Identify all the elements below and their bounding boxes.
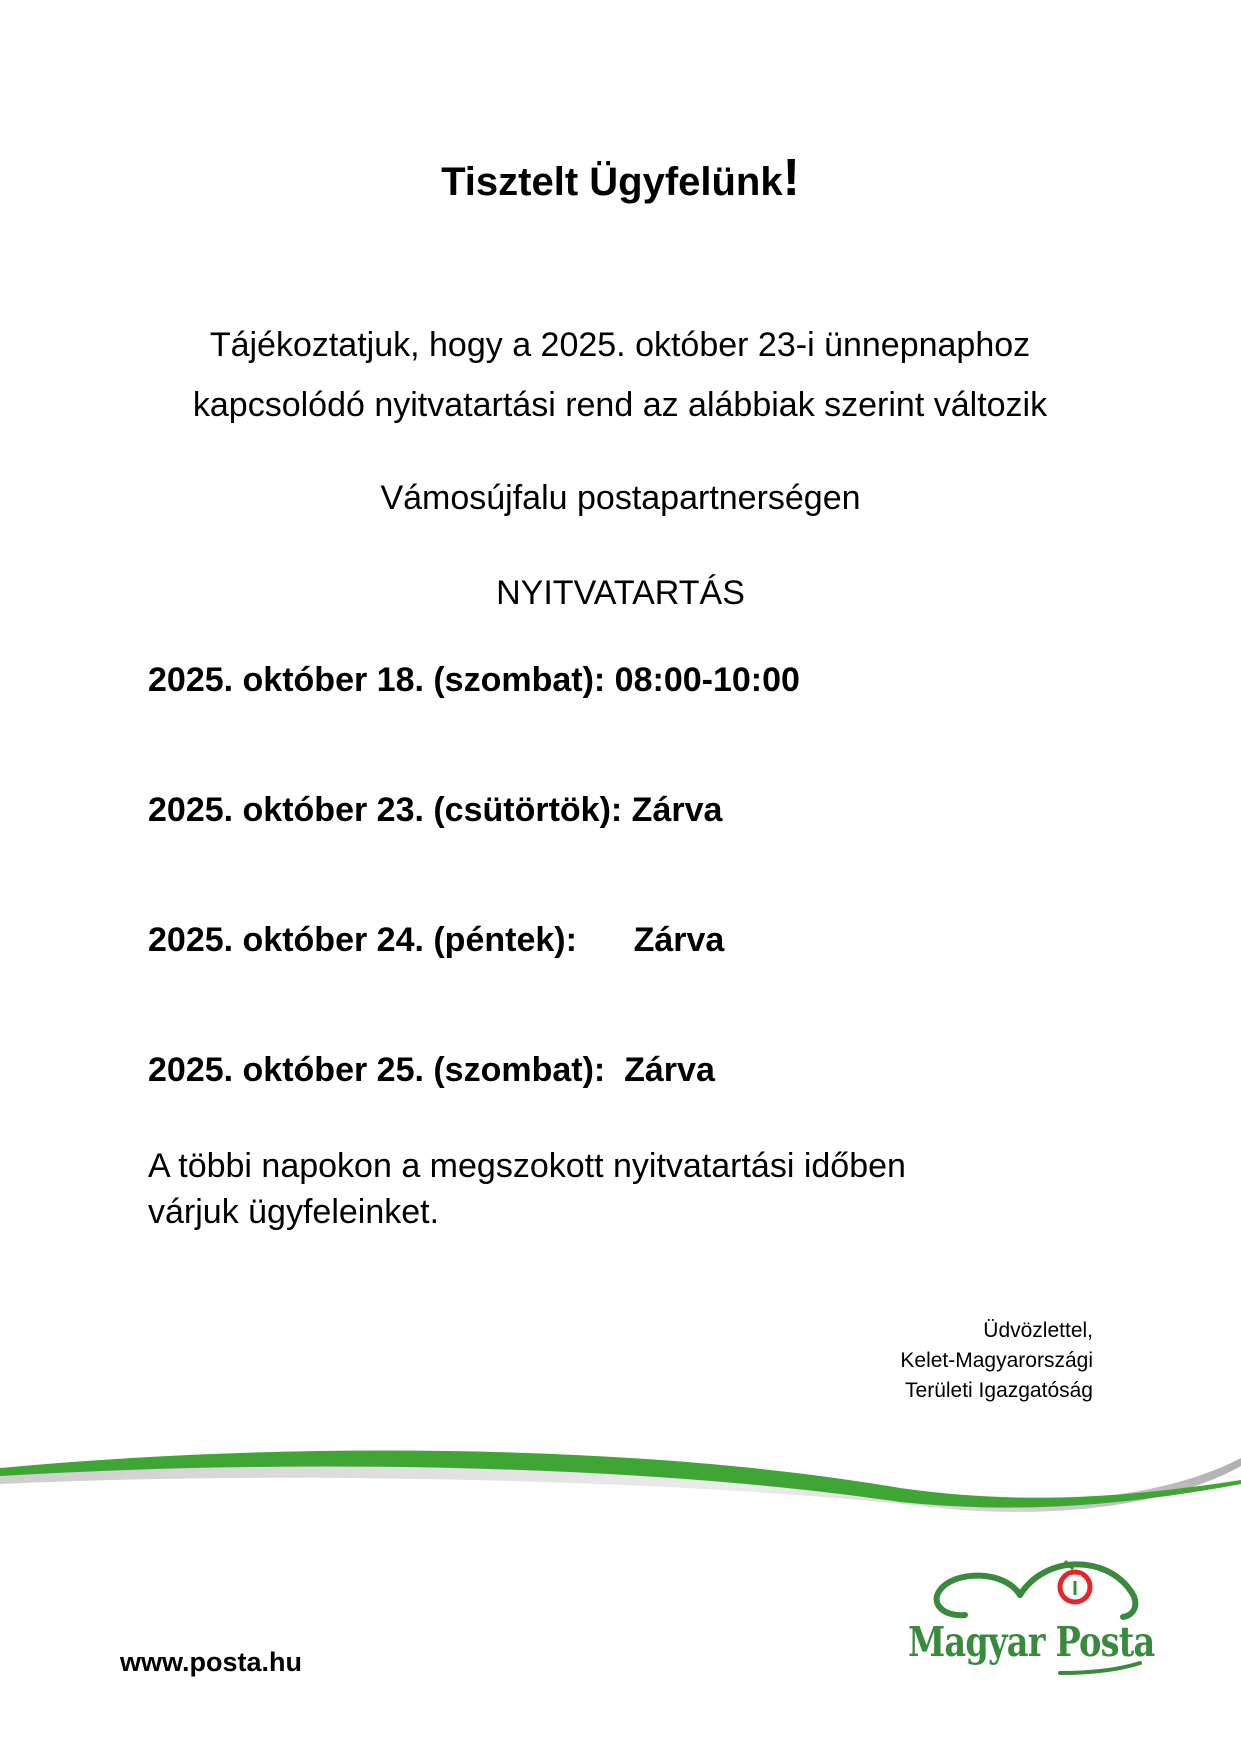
website-link[interactable]: www.posta.hu	[120, 1647, 302, 1677]
closing-line-2: várjuk ügyfeleinket.	[148, 1193, 440, 1231]
signature-block	[693, 1316, 1093, 1406]
intro-line-2: kapcsolódó nyitvatartási rend az alábbiak szerint változik	[192, 386, 1048, 424]
schedule-row-oct-18: 2025. október 18. (szombat): 08:00-10:00	[148, 661, 800, 699]
intro-paragraph	[120, 315, 1120, 435]
page-title	[0, 150, 1241, 210]
schedule-row-oct-23: 2025. október 23. (csütörtök): Zárva	[148, 791, 723, 829]
closing-line-1: A többi napokon a megszokott nyitvatartási időben	[148, 1147, 906, 1185]
greeting-text: Tisztelt Ügyfelünk	[441, 160, 783, 204]
closing-paragraph	[148, 1143, 1108, 1235]
schedule-row-oct-25: 2025. október 25. (szombat): Zárva	[148, 1051, 715, 1089]
signature-line-1: Üdvözlettel,	[983, 1319, 1093, 1342]
decorative-wave	[0, 1420, 1241, 1530]
signature-line-3: Területi Igazgatóság	[905, 1379, 1093, 1402]
schedule-row-oct-24: 2025. október 24. (péntek): Zárva	[148, 921, 725, 959]
greeting-exclamation: !	[782, 149, 800, 207]
intro-line-1: Tájékoztatjuk, hogy a 2025. október 23-i ünnepnaphoz	[209, 326, 1031, 364]
magyar-posta-logo-text: Magyar Posta	[908, 1618, 1155, 1666]
hours-heading: NYITVATARTÁS	[496, 574, 745, 612]
location-text: Vámosújfalu postapartnerségen	[380, 479, 861, 517]
signature-line-2: Kelet-Magyarországi	[900, 1349, 1093, 1372]
schedule-list	[148, 655, 1108, 1175]
